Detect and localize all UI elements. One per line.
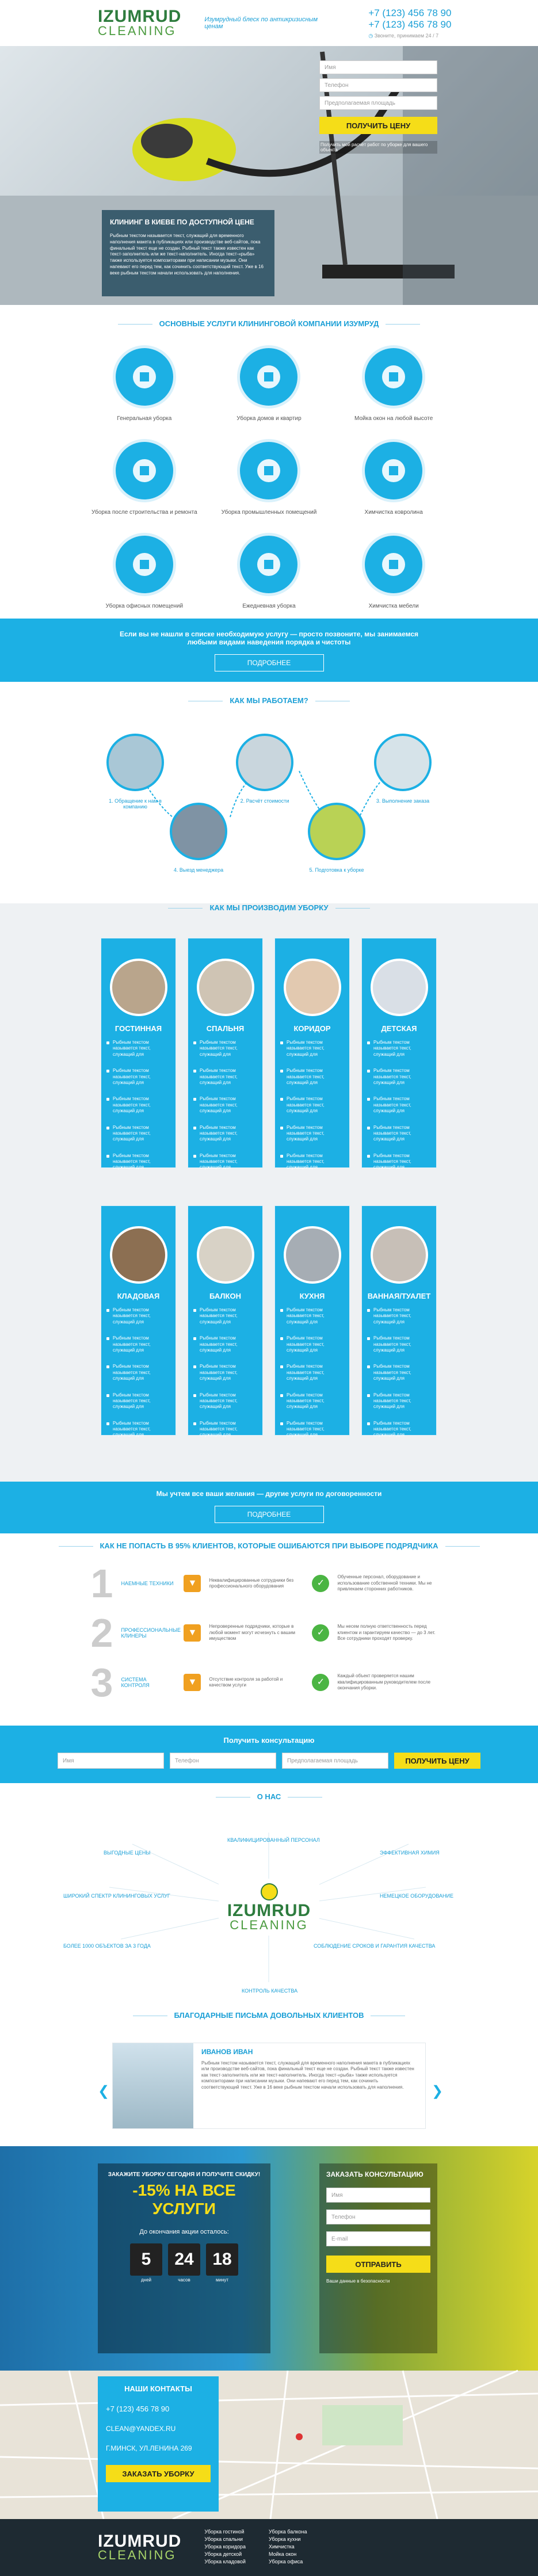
room-name: БАЛКОН xyxy=(209,1292,241,1300)
contacts-title: НАШИ КОНТАКТЫ xyxy=(124,2384,192,2393)
checkmark-icon: ✓ xyxy=(312,1674,329,1691)
promo-box xyxy=(98,2163,270,2353)
consult-phone-input[interactable]: Телефон xyxy=(170,1753,276,1769)
logo[interactable] xyxy=(98,9,181,37)
room-photo xyxy=(197,959,254,1016)
room-bullet: Рыбным текстом называется текст, служащий для xyxy=(188,1335,262,1353)
room-bullet: Рыбным текстом называется текст, служащий для xyxy=(275,1307,349,1325)
room-card[interactable] xyxy=(188,1205,263,1436)
about-title: О НАС xyxy=(0,1792,538,1801)
promo-submit-button[interactable]: ОТПРАВИТЬ xyxy=(326,2256,430,2273)
mop-bucket-icon xyxy=(113,345,176,409)
mistake-row xyxy=(91,1608,448,1658)
service-item[interactable] xyxy=(207,533,331,609)
hero-phone-input[interactable]: Телефон xyxy=(319,78,437,92)
room-card[interactable] xyxy=(361,938,437,1168)
mistake-bad-text: Неквалифицированные сотрудники без профессионального оборудования xyxy=(209,1577,294,1589)
service-item[interactable] xyxy=(331,345,456,422)
mistake-row xyxy=(91,1559,448,1608)
service-label: Генеральная уборка xyxy=(117,415,172,422)
phone-1[interactable]: +7 (123) 456 78 90 xyxy=(368,7,452,18)
service-item[interactable] xyxy=(331,533,456,609)
service-item[interactable] xyxy=(207,439,331,516)
how-step-label: 2. Расчёт стоимости xyxy=(240,798,289,804)
countdown-days: 5 xyxy=(130,2243,162,2276)
room-bullet: Рыбным текстом называется текст, служащий для xyxy=(275,1125,349,1143)
footer-logo-top: IZUMRUD xyxy=(98,2531,182,2551)
about-section xyxy=(0,1792,538,2011)
banner-1-more-button[interactable]: ПОДРОБНЕЕ xyxy=(215,654,324,671)
room-card[interactable] xyxy=(188,938,263,1168)
review-avatar xyxy=(113,2043,193,2128)
carpet-icon xyxy=(362,439,425,502)
logo-bottom: CLEANING xyxy=(98,23,177,38)
mistake-bad-text: Отсутствие контроля за работой и качеством услуги xyxy=(209,1676,283,1688)
mistakes-list xyxy=(91,1559,448,1707)
consult-area-input[interactable]: Предполагаемая площадь xyxy=(282,1753,388,1769)
room-card[interactable] xyxy=(361,1205,437,1436)
how-step-2 xyxy=(233,734,296,804)
promo-form xyxy=(319,2163,437,2353)
promo-email-input[interactable]: E-mail xyxy=(326,2231,430,2246)
promo-section xyxy=(0,2146,538,2371)
thumbs-down-icon: ▼ xyxy=(184,1624,201,1642)
room-bullet: Рыбным текстом называется текст, служащий для xyxy=(101,1068,175,1086)
about-point: ВЫГОДНЫЕ ЦЕНЫ xyxy=(104,1850,151,1856)
hours: Звоните, принимаем 24 / 7 xyxy=(374,32,439,39)
promo-headline: -15% НА ВСЕ УСЛУГИ xyxy=(132,2181,236,2218)
how-step-label: 1. Обращение к нам в компанию xyxy=(109,798,162,810)
mistake-number: 2 xyxy=(90,1611,113,1655)
mistake-good-text: Мы несем полную ответственность перед клиентом и гарантируем качество — до 3 лет. Все сотрудники проходят проверку. xyxy=(337,1624,436,1642)
mistakes-title: КАК НЕ ПОПАСТЬ В 95% КЛИЕНТОВ, КОТОРЫЕ ОШИБАЮТСЯ ПРИ ВЫБОРЕ ПОДРЯДЧИКА xyxy=(0,1541,538,1550)
room-bullet: Рыбным текстом называется текст, служащий для xyxy=(362,1392,436,1410)
mistake-label: ПРОФЕССИОНАЛЬНЫЕ КЛИНЕРЫ xyxy=(121,1627,181,1639)
how-step-3 xyxy=(371,734,434,804)
service-label: Уборка промышленных помещений xyxy=(221,509,317,516)
promo-pre: ЗАКАЖИТЕ УБОРКУ СЕГОДНЯ И ПОЛУЧИТЕ СКИДКУ! xyxy=(108,2172,261,2178)
hero-name-input[interactable]: Имя xyxy=(319,60,437,74)
about-logo-top: IZUMRUD xyxy=(227,1901,311,1920)
how-step-label: 3. Выполнение заказа xyxy=(376,798,430,804)
footer xyxy=(0,2519,538,2576)
mistake-label: НАЕМНЫЕ ТЕХНИКИ xyxy=(121,1581,174,1586)
room-photo xyxy=(110,1226,167,1284)
room-bullet: Рыбным текстом называется текст, служащий для xyxy=(362,1335,436,1353)
vacuum-icon xyxy=(237,533,300,596)
review-name: ИВАНОВ ИВАН xyxy=(201,2048,253,2056)
reviews-section xyxy=(0,2011,538,2146)
countdown xyxy=(106,2243,262,2283)
room-bullet: Рыбным текстом называется текст, служащий для xyxy=(101,1335,175,1353)
room-bullet: Рыбным текстом называется текст, служащий для xyxy=(362,1307,436,1325)
how-step-label: 5. Подготовка к уборке xyxy=(309,867,364,873)
about-point: СОБЛЮДЕНИЕ СРОКОВ И ГАРАНТИЯ КАЧЕСТВА xyxy=(314,1943,436,1949)
room-photo xyxy=(284,959,341,1016)
review-next-arrow-icon[interactable]: ❯ xyxy=(432,2083,444,2099)
armchair-icon xyxy=(362,533,425,596)
how-step-label: 4. Выезд менеджера xyxy=(173,867,224,873)
consult-get-price-button[interactable]: ПОЛУЧИТЬ ЦЕНУ xyxy=(394,1753,480,1769)
contacts-box xyxy=(98,2376,219,2512)
mistake-label: СИСТЕМА КОНТРОЛЯ xyxy=(121,1677,150,1688)
room-bullet: Рыбным текстом называется текст, служащий для xyxy=(362,1153,436,1171)
thumbs-down-icon: ▼ xyxy=(184,1575,201,1592)
about-point: БОЛЕЕ 1000 ОБЪЕКТОВ ЗА 3 ГОДА xyxy=(63,1943,151,1949)
services-section xyxy=(0,305,538,619)
hero-info-box xyxy=(102,210,274,296)
hero-box-title: КЛИНИНГ В КИЕВЕ ПО ДОСТУПНОЙ ЦЕНЕ xyxy=(110,218,254,226)
room-bullet: Рыбным текстом называется текст, служащий для xyxy=(362,1125,436,1143)
how-section xyxy=(0,696,538,892)
how-step-1 xyxy=(104,734,167,810)
consult-name-input[interactable]: Имя xyxy=(58,1753,164,1769)
room-name: ГОСТИННАЯ xyxy=(115,1024,162,1033)
footer-logo-bottom: CLEANING xyxy=(98,2548,177,2563)
mistake-row xyxy=(91,1658,448,1707)
room-bullet: Рыбным текстом называется текст, служащий для xyxy=(275,1392,349,1410)
hero-box-text: Рыбным текстом называется текст, служащий для временного наполнения макета в публикациях или производстве веб-сайтов, пока финальный текст еще не создан. Рыбный текст также известен как текст-заполнитель или же текст-наполнитель. Иногда текст-«рыба» также используется композиторами при написании музыки. Они напевают его перед тем, как сочинить соответствующий текст. Уже в 16 веке рыбным текстом начали использовать для наполнения. xyxy=(110,233,264,276)
logo-top: IZUMRUD xyxy=(98,7,182,26)
room-name: КОРИДОР xyxy=(293,1024,331,1033)
review-prev-arrow-icon[interactable]: ❮ xyxy=(98,2083,110,2099)
hero-area-input[interactable]: Предполагаемая площадь xyxy=(319,96,437,110)
footer-column-1 xyxy=(204,2529,246,2566)
about-point: КВАЛИФИЦИРОВАННЫЙ ПЕРСОНАЛ xyxy=(227,1837,320,1843)
how-title: КАК МЫ РАБОТАЕМ? xyxy=(0,696,538,705)
room-name: СПАЛЬНЯ xyxy=(206,1024,245,1033)
footer-link[interactable]: Уборка коридора xyxy=(204,2544,246,2550)
room-bullet: Рыбным текстом называется текст, служащий для xyxy=(275,1421,349,1438)
room-bullet: Рыбным текстом называется текст, служащий для xyxy=(362,1040,436,1058)
room-bullet: Рыбным текстом называется текст, служащий для xyxy=(362,1421,436,1438)
room-bullet: Рыбным текстом называется текст, служащий для xyxy=(188,1068,262,1086)
footer-link[interactable]: Уборка детской xyxy=(204,2551,242,2557)
how-step-5 xyxy=(305,803,368,873)
contacts-order-button[interactable]: ЗАКАЗАТЬ УБОРКУ xyxy=(106,2465,211,2482)
service-item[interactable] xyxy=(207,345,331,422)
room-name: КЛАДОВАЯ xyxy=(117,1292,160,1300)
hero-form-note: Получить мой расчёт работ по уборке для вашего объекта xyxy=(319,141,437,154)
tagline: Изумрудный блеск по антикризисным ценам xyxy=(204,16,318,30)
checkmark-icon: ✓ xyxy=(312,1624,329,1642)
room-photo xyxy=(110,959,167,1016)
photo-calculator xyxy=(236,734,293,791)
service-item[interactable] xyxy=(82,345,207,422)
footer-link[interactable]: Уборка кухни xyxy=(268,2536,301,2542)
room-bullet: Рыбным текстом называется текст, служащий для xyxy=(362,1364,436,1382)
promo-name-input[interactable]: Имя xyxy=(326,2188,430,2203)
contacts-phone[interactable]: +7 (123) 456 78 90 xyxy=(106,2405,170,2413)
mistake-bad-text: Непроверенные подрядчики, которые в любой момент могут исчезнуть с вашим имуществом xyxy=(209,1624,295,1642)
room-bullet: Рыбным текстом называется текст, служащий для xyxy=(101,1392,175,1410)
room-bullet: Рыбным текстом называется текст, служащий для xyxy=(188,1307,262,1325)
room-bullet: Рыбным текстом называется текст, служащий для xyxy=(188,1096,262,1114)
clock-icon: ◷ xyxy=(368,32,373,39)
banner-2 xyxy=(0,1482,538,1533)
about-logo xyxy=(219,1879,319,1936)
room-card[interactable] xyxy=(274,1205,350,1436)
footer-link[interactable]: Уборка спальни xyxy=(204,2536,243,2542)
service-label: Химчистка ковролина xyxy=(364,509,423,516)
service-label: Уборка офисных помещений xyxy=(105,603,184,609)
room-bullet: Рыбным текстом называется текст, служащий для xyxy=(275,1040,349,1058)
mistake-good-text: Каждый объект проверяется нашим квалифицированным руководителем после окончания уборки. xyxy=(337,1673,431,1691)
office-chair-icon xyxy=(113,533,176,596)
services-grid xyxy=(82,345,456,609)
footer-link[interactable]: Уборка кладовой xyxy=(204,2559,246,2564)
checkmark-icon: ✓ xyxy=(312,1575,329,1592)
service-label: Химчистка мебели xyxy=(368,603,419,609)
room-bullet: Рыбным текстом называется текст, служащий для xyxy=(101,1125,175,1143)
photo-manager xyxy=(170,803,227,860)
room-bullet: Рыбным текстом называется текст, служащий для xyxy=(275,1335,349,1353)
room-photo xyxy=(371,1226,428,1284)
consult-title: Получить консультацию xyxy=(223,1736,315,1745)
footer-link[interactable]: Химчистка xyxy=(268,2544,295,2550)
paint-roller-icon xyxy=(113,439,176,502)
photo-supplies xyxy=(308,803,365,860)
contacts-section xyxy=(0,2371,538,2519)
footer-link[interactable]: Уборка гостиной xyxy=(204,2529,245,2535)
rooms-section xyxy=(0,903,538,1482)
contacts-email[interactable]: CLEAN@YANDEX.RU xyxy=(106,2425,176,2433)
hero-get-price-button[interactable]: ПОЛУЧИТЬ ЦЕНУ xyxy=(319,117,437,134)
rooms-title: КАК МЫ ПРОИЗВОДИМ УБОРКУ xyxy=(0,903,538,912)
about-point: НЕМЕЦКОЕ ОБОРУДОВАНИЕ xyxy=(380,1893,454,1899)
how-step-4 xyxy=(167,803,230,873)
service-item[interactable] xyxy=(82,439,207,516)
hero-form xyxy=(319,60,437,154)
room-bullet: Рыбным текстом называется текст, служащий для xyxy=(362,1068,436,1086)
photo-cleaning xyxy=(374,734,432,791)
about-point: ШИРОКИЙ СПЕКТР КЛИНИНГОВЫХ УСЛУГ xyxy=(63,1893,170,1899)
service-label: Уборка домов и квартир xyxy=(236,415,302,422)
countdown-days-label: дней xyxy=(140,2277,151,2283)
room-bullet: Рыбным текстом называется текст, служащий для xyxy=(188,1364,262,1382)
service-label: Мойка окон на любой высоте xyxy=(354,415,433,422)
reviews-title: БЛАГОДАРНЫЕ ПИСЬМА ДОВОЛЬНЫХ КЛИЕНТОВ xyxy=(0,2011,538,2020)
footer-link[interactable]: Мойка окон xyxy=(268,2551,297,2557)
mistake-number: 1 xyxy=(90,1561,113,1606)
header xyxy=(0,0,538,46)
room-bullet: Рыбным текстом называется текст, служащий для xyxy=(101,1307,175,1325)
room-photo xyxy=(371,959,428,1016)
countdown-hours: 24 xyxy=(168,2243,200,2276)
room-card[interactable] xyxy=(101,938,176,1168)
house-icon xyxy=(237,345,300,409)
room-card[interactable] xyxy=(274,938,350,1168)
service-item[interactable] xyxy=(331,439,456,516)
countdown-mins: 18 xyxy=(206,2243,238,2276)
header-contacts xyxy=(368,7,451,39)
room-bullet: Рыбным текстом называется текст, служащий для xyxy=(275,1068,349,1086)
about-point: КОНТРОЛЬ КАЧЕСТВА xyxy=(242,1988,298,1994)
consult-section xyxy=(0,1726,538,1783)
phone-2[interactable]: +7 (123) 456 78 90 xyxy=(368,18,452,30)
room-photo xyxy=(284,1226,341,1284)
room-name: ВАННАЯ/ТУАЛЕТ xyxy=(367,1292,431,1300)
mistake-number: 3 xyxy=(90,1660,113,1705)
countdown-mins-label: минут xyxy=(215,2277,229,2283)
promo-form-title: ЗАКАЗАТЬ КОНСУЛЬТАЦИЮ xyxy=(326,2170,423,2178)
footer-link[interactable]: Уборка балкона xyxy=(268,2529,307,2535)
footer-logo[interactable] xyxy=(98,2533,181,2562)
about-logo-bottom: CLEANING xyxy=(230,1917,308,1932)
room-photo xyxy=(197,1226,254,1284)
mistake-good-text: Обученные персонал, оборудование и использование собственной техники. Мы не привлекаем сторонних работников. xyxy=(337,1574,432,1592)
window-squeegee-icon xyxy=(362,345,425,409)
map[interactable] xyxy=(0,2371,538,2519)
room-bullet: Рыбным текстом называется текст, служащий для xyxy=(275,1153,349,1171)
map-marker-icon xyxy=(296,2433,303,2440)
service-item[interactable] xyxy=(82,533,207,609)
banner-2-text: Мы учтем все ваши желания — другие услуги по договоренности xyxy=(156,1490,382,1498)
room-card[interactable] xyxy=(101,1205,176,1436)
mistakes-section xyxy=(0,1541,538,1726)
hero xyxy=(0,46,538,305)
about-logo-emblem-icon xyxy=(261,1883,278,1900)
promo-note: Ваши данные в безопасности xyxy=(326,2279,390,2284)
banner-1 xyxy=(0,619,538,682)
footer-link[interactable]: Уборка офиса xyxy=(268,2559,303,2564)
review-card xyxy=(112,2043,426,2129)
room-bullet: Рыбным текстом называется текст, служащий для xyxy=(101,1364,175,1382)
promo-phone-input[interactable]: Телефон xyxy=(326,2209,430,2224)
footer-column-2 xyxy=(269,2529,307,2566)
photo-call xyxy=(106,734,164,791)
room-bullet: Рыбным текстом называется текст, служащий для xyxy=(275,1096,349,1114)
room-bullet: Рыбным текстом называется текст, служащий для xyxy=(101,1040,175,1058)
banner-1-text: Если вы не нашли в списке необходимую услугу — просто позвоните, мы занимаемся любыми видами наведения порядка и чистоты xyxy=(119,630,419,646)
thumbs-down-icon: ▼ xyxy=(184,1674,201,1691)
room-name: ДЕТСКАЯ xyxy=(381,1024,417,1033)
factory-icon xyxy=(237,439,300,502)
room-bullet: Рыбным текстом называется текст, служащий для xyxy=(188,1125,262,1143)
countdown-hours-label: часов xyxy=(178,2277,190,2283)
promo-until: До окончания акции осталось: xyxy=(139,2228,229,2235)
room-bullet: Рыбным текстом называется текст, служащий для xyxy=(362,1096,436,1114)
room-bullet: Рыбным текстом называется текст, служащий для xyxy=(188,1421,262,1438)
room-bullet: Рыбным текстом называется текст, служащий для xyxy=(188,1392,262,1410)
room-bullet: Рыбным текстом называется текст, служащий для xyxy=(101,1153,175,1171)
banner-2-more-button[interactable]: ПОДРОБНЕЕ xyxy=(215,1506,324,1523)
room-name: КУХНЯ xyxy=(299,1292,325,1300)
room-bullet: Рыбным текстом называется текст, служащий для xyxy=(188,1040,262,1058)
services-title: ОСНОВНЫЕ УСЛУГИ КЛИНИНГОВОЙ КОМПАНИИ ИЗУМРУД xyxy=(0,319,538,328)
service-label: Уборка после строительства и ремонта xyxy=(91,509,197,516)
room-bullet: Рыбным текстом называется текст, служащий для xyxy=(101,1096,175,1114)
service-label: Ежедневная уборка xyxy=(242,603,296,609)
room-bullet: Рыбным текстом называется текст, служащий для xyxy=(275,1364,349,1382)
review-text: Рыбным текстом называется текст, служащий для временного наполнения макета в публикациях или производстве веб-сайтов, пока финальный текст еще не создан. Рыбный текст также известен как текст-заполнитель или же текст-наполнитель. Иногда текст-«рыба» также используется композиторами при написании музыки. Они напевают его перед тем, как сочинить соответствующий текст. Уже в 16 веке рыбным текстом начали использовать для наполнения. xyxy=(201,2060,414,2090)
contacts-address: Г.МИНСК, УЛ.ЛЕНИНА 269 xyxy=(106,2444,192,2452)
about-point: ЭФФЕКТИВНАЯ ХИМИЯ xyxy=(380,1850,440,1856)
room-bullet: Рыбным текстом называется текст, служащий для xyxy=(188,1153,262,1171)
room-bullet: Рыбным текстом называется текст, служащий для xyxy=(101,1421,175,1438)
